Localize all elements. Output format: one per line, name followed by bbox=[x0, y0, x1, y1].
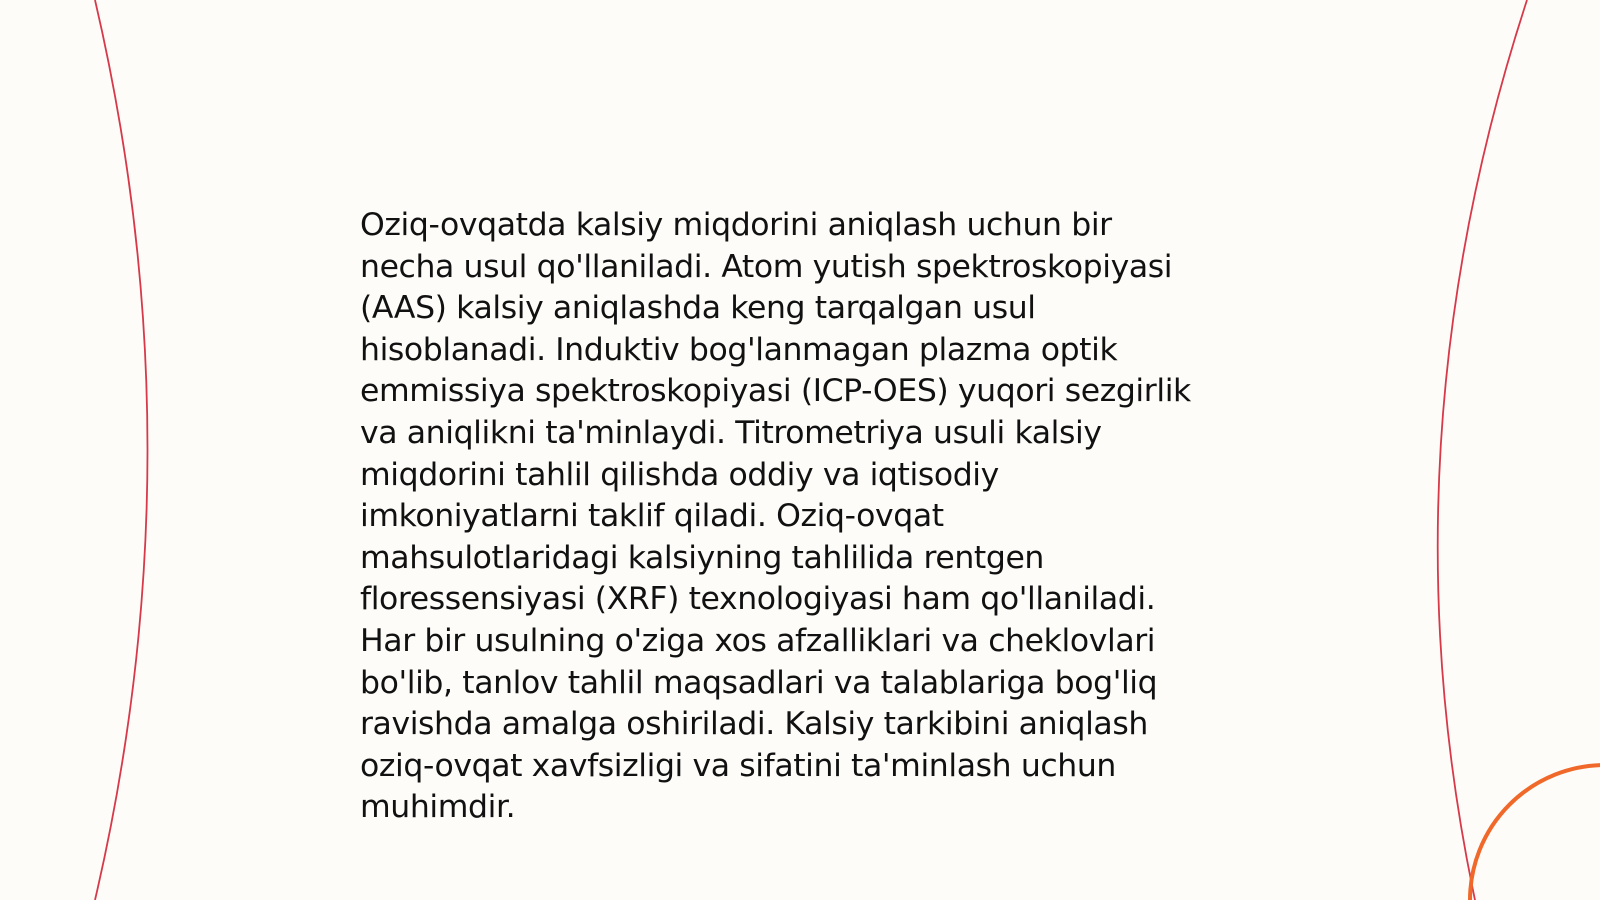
body-line: hisoblanadi. Induktiv bog'lanmagan plazma optik bbox=[360, 331, 1118, 368]
body-line: imkoniyatlarni taklif qiladi. Oziq-ovqat bbox=[360, 498, 944, 535]
body-line: Oziq-ovqatda kalsiy miqdorini aniqlash uchun bir bbox=[360, 207, 1112, 243]
body-line: necha usul qo'llaniladi. Atom yutish spektroskopiyasi bbox=[360, 248, 1173, 285]
left-arc-line bbox=[95, 0, 148, 900]
right-arc-line bbox=[1438, 0, 1527, 900]
body-line: oziq-ovqat xavfsizligi va sifatini ta'minlash uchun bbox=[360, 747, 1116, 784]
body-line: emmissiya spektroskopiyasi (ICP-OES) yuqori sezgirlik bbox=[360, 373, 1191, 410]
body-line: Har bir usulning o'ziga xos afzalliklari va cheklovlari bbox=[360, 622, 1156, 659]
body-line: bo'lib, tanlov tahlil maqsadlari va talablariga bog'liq bbox=[360, 664, 1158, 701]
body-line: va aniqlikni ta'minlaydi. Titrometriya usuli kalsiy bbox=[360, 414, 1102, 451]
body-line: floressensiyasi (XRF) texnologiyasi ham qo'llaniladi. bbox=[360, 581, 1156, 618]
body-line: miqdorini tahlil qilishda oddiy va iqtisodiy bbox=[360, 456, 999, 493]
body-text bbox=[360, 205, 1260, 829]
body-line: mahsulotlaridagi kalsiyning tahlilida rentgen bbox=[360, 539, 1044, 576]
corner-circle bbox=[1470, 765, 1600, 900]
body-line: ravishda amalga oshiriladi. Kalsiy tarkibini aniqlash bbox=[360, 706, 1148, 743]
body-line: muhimdir. bbox=[360, 789, 516, 826]
body-line: (AAS) kalsiy aniqlashda keng tarqalgan usul bbox=[360, 290, 1036, 327]
